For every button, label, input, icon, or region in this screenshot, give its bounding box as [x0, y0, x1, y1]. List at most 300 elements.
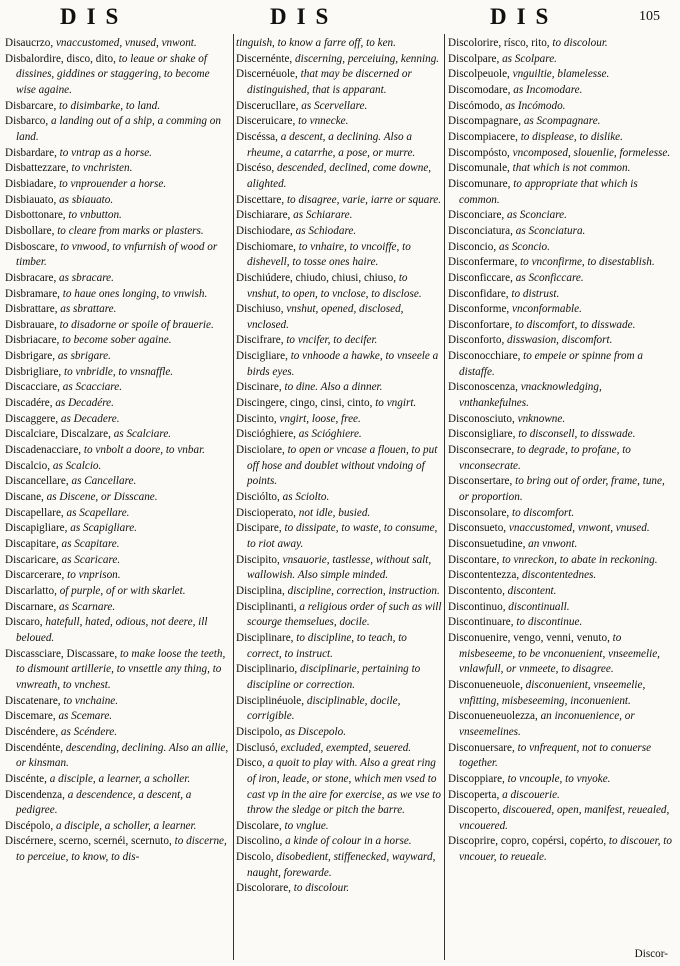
entry-headword: Disbriacare,	[5, 334, 63, 347]
dictionary-entry	[5, 380, 231, 396]
entry-definition: to vnnecke.	[298, 115, 349, 128]
dictionary-entry	[448, 349, 672, 380]
dictionary-entry	[236, 224, 442, 240]
dictionary-entry	[448, 631, 672, 678]
dictionary-entry	[5, 819, 231, 835]
entry-headword: Disconosciuto,	[448, 412, 518, 425]
dictionary-entry	[5, 568, 231, 584]
dictionary-entry	[5, 521, 231, 537]
entry-headword: Disconsigliare,	[448, 428, 519, 441]
entry-headword: Disconsecrare,	[448, 444, 517, 457]
dictionary-entry	[5, 647, 231, 694]
dictionary-entry	[5, 302, 231, 318]
entry-headword: Discifrare,	[236, 334, 287, 347]
dictionary-entry	[236, 819, 442, 835]
entry-definition: to make loose the teeth, to dismount artillerie, to vnsettle any thing, to vnwreath, to vnchest.	[16, 647, 226, 691]
dictionary-entry	[5, 725, 231, 741]
entry-headword: Discadére,	[5, 397, 56, 410]
entry-headword: Discarlatto,	[5, 584, 60, 597]
entry-definition: to vncifer, to decifer.	[286, 334, 378, 347]
entry-definition: to discomfort.	[512, 506, 575, 519]
entry-headword: Disboscare,	[5, 240, 61, 253]
entry-definition: to vnchristen.	[71, 162, 133, 175]
entry-headword: Discerucllare,	[236, 99, 302, 112]
dictionary-entry	[5, 615, 231, 646]
dictionary-entry	[5, 161, 231, 177]
entry-definition: disswasion, discomfort.	[507, 334, 613, 347]
entry-headword: Discaggere,	[5, 412, 61, 425]
entry-definition: as Schiodare.	[295, 224, 357, 237]
entry-headword: Disbracare,	[5, 271, 60, 284]
entry-headword: Discendenza,	[5, 788, 68, 801]
entry-definition: to disconsell, to disswade.	[518, 428, 636, 441]
entry-definition: to haue ones longing, to vnwish.	[62, 287, 208, 300]
entry-definition: as sbiauato.	[59, 193, 114, 206]
entry-headword: Disconsertare,	[448, 475, 516, 488]
entry-headword: Discacciare,	[5, 381, 63, 394]
dictionary-entry	[448, 208, 672, 224]
dictionary-entry	[236, 302, 442, 333]
entry-definition: to vnglue.	[284, 819, 329, 832]
entry-definition: as Scervellare.	[301, 99, 368, 112]
entry-definition: as sbrigare.	[57, 350, 111, 363]
entry-definition: not idle, busied.	[298, 506, 371, 519]
entry-headword: Disbarco,	[5, 115, 51, 128]
entry-headword: Discióghiere,	[236, 428, 299, 441]
entry-headword: Discingere, cingo, cinsi, cinto,	[236, 397, 376, 410]
entry-headword: Disconciare,	[448, 209, 508, 222]
dictionary-entry	[448, 443, 672, 474]
entry-headword: Disbollare,	[5, 224, 58, 237]
entry-definition: as Scióghiere.	[298, 428, 362, 441]
entry-definition: to discipline, to teach, to correct, to instruct.	[247, 631, 407, 660]
dictionary-entry	[5, 553, 231, 569]
dictionary-entry	[5, 396, 231, 412]
entry-headword: Disbiauato,	[5, 193, 60, 206]
entry-definition: to disadorne or spoile of brauerie.	[59, 318, 214, 331]
entry-headword: Disconueneuole,	[448, 678, 526, 691]
entry-definition: to vnprison.	[67, 569, 121, 582]
dictionary-entry	[448, 412, 672, 428]
entry-definition: as Scacciare.	[62, 381, 122, 394]
entry-definition: as Scapellare.	[66, 506, 130, 519]
entry-definition: as Scapigliare.	[70, 522, 137, 535]
dictionary-entry	[236, 834, 442, 850]
entry-definition: disciplinable, docile, corrigible.	[247, 694, 401, 723]
dictionary-entry	[5, 427, 231, 443]
entry-definition: to vnconfirme, to disestablish.	[520, 256, 655, 269]
dictionary-entry	[5, 537, 231, 553]
entry-headword: Disbalordire, disco, dito,	[5, 52, 119, 65]
dictionary-entry	[448, 114, 672, 130]
entry-definition: as Scarnare.	[59, 600, 116, 613]
dictionary-entry	[448, 177, 672, 208]
entry-headword: Discernénte,	[236, 52, 296, 65]
entry-definition: a kinde of colour in a horse.	[285, 835, 412, 848]
dictionary-entry	[448, 788, 672, 804]
dictionary-entry	[448, 506, 672, 522]
dictionary-entry	[5, 412, 231, 428]
entry-definition: of purple, of or with skarlet.	[59, 584, 186, 597]
entry-headword: Discolorare,	[236, 882, 294, 895]
entry-definition: a disciple, a learner, a scholler.	[49, 772, 191, 785]
dictionary-entry	[236, 662, 442, 693]
entry-definition: to disagree, varie, iarre or square.	[286, 193, 442, 206]
entry-headword: Discioperato,	[236, 506, 299, 519]
entry-definition: as Decadere.	[60, 412, 120, 425]
dictionary-entry	[448, 271, 672, 287]
entry-headword: Disconocchiare,	[448, 350, 524, 363]
dictionary-entry	[5, 99, 231, 115]
dictionary-entry	[236, 850, 442, 881]
entry-definition: as Discepolo.	[285, 725, 347, 738]
entry-headword: Discomunare,	[448, 177, 514, 190]
dictionary-entry	[236, 427, 442, 443]
entry-definition: as Sconcio.	[498, 240, 550, 253]
column-rule-right	[444, 34, 445, 960]
dictionary-entry	[236, 208, 442, 224]
column-rule-left	[233, 34, 234, 960]
entry-definition: vngirt, loose, free.	[279, 412, 361, 425]
entry-definition: to empeie or spinne from a distaffe.	[459, 350, 644, 378]
entry-definition: to vnchaine.	[63, 694, 119, 707]
dictionary-entry	[236, 161, 442, 192]
dictionary-entry	[448, 36, 672, 52]
entry-headword: Disbrigliare,	[5, 365, 65, 378]
entry-definition: discouered, open, manifest, reuealed, vncouered.	[459, 804, 670, 832]
entry-headword: Discipito,	[236, 553, 283, 566]
entry-headword: Disconuersare,	[448, 741, 518, 754]
entry-definition: as Sciolto.	[282, 491, 330, 504]
entry-headword: Discolo,	[236, 851, 277, 864]
entry-definition: vnknowne.	[517, 412, 566, 425]
entry-definition: as Scalciare.	[113, 428, 172, 441]
entry-definition: a descent, a declining. Also a rheume, a catarrhe, a pose, or murre.	[247, 130, 416, 159]
dictionary-entry	[236, 694, 442, 725]
entry-headword: Discarcerare,	[5, 569, 68, 582]
entry-headword: Discolpeuole,	[448, 68, 513, 81]
entry-definition: to discomfort, to disswade.	[515, 318, 636, 331]
entry-headword: Disbardare,	[5, 146, 60, 159]
entry-headword: Discalciare, Discalzare,	[5, 428, 114, 441]
entry-definition: to vntrap as a horse.	[59, 146, 152, 159]
entry-definition: a descendence, a descent, a pedigree.	[16, 788, 192, 817]
dictionary-entry	[5, 772, 231, 788]
entry-headword: Discarnare,	[5, 600, 60, 613]
header-center-word: DIS	[270, 4, 339, 29]
page-number: 105	[639, 9, 660, 24]
dictionary-entry	[448, 772, 672, 788]
entry-headword: Disaucrzo,	[5, 37, 56, 49]
entry-definition: to disimbarke, to land.	[59, 99, 161, 112]
entry-headword: Discéssa,	[236, 130, 281, 143]
entry-headword: Disclusó,	[236, 741, 281, 754]
entry-headword: Discomodare,	[448, 83, 514, 96]
entry-definition: as Discene, or Disscane.	[46, 491, 158, 504]
entry-headword: Discadenacciare,	[5, 444, 84, 457]
dictionary-entry	[448, 287, 672, 303]
dictionary-entry	[5, 333, 231, 349]
entry-definition: as Scéndere.	[60, 725, 118, 738]
entry-definition: discontent.	[507, 584, 557, 597]
entry-headword: Disconforto,	[448, 334, 508, 347]
entry-definition: an inconuenience, or vnseemelines.	[459, 710, 635, 738]
dictionary-entry	[5, 600, 231, 616]
dictionary-entry	[5, 146, 231, 162]
entry-headword: Discomunale,	[448, 162, 513, 175]
entry-headword: Discaro,	[5, 616, 46, 629]
entry-headword: Disconcio,	[448, 240, 499, 253]
dictionary-entry	[236, 99, 442, 115]
entry-headword: Discontinuo,	[448, 600, 509, 613]
entry-headword: Discérnere, scerno, scernéi, scernuto,	[5, 835, 175, 848]
entry-definition: to vnbridle, to vnsnaffle.	[64, 365, 174, 378]
dictionary-entry	[236, 349, 442, 380]
dictionary-entry	[5, 177, 231, 193]
entry-definition: vnconformable.	[512, 303, 582, 316]
entry-definition: disobedient, stiffenecked, wayward, naught, forewarde.	[247, 851, 436, 879]
dictionary-entry	[236, 36, 442, 52]
entry-definition: to appropriate that which is common.	[459, 177, 638, 206]
entry-headword: Dischiúdere, chiudo, chiusi, chiuso,	[236, 271, 399, 284]
dictionary-entry	[5, 506, 231, 522]
dictionary-entry	[448, 318, 672, 334]
dictionary-entry	[5, 709, 231, 725]
entry-definition: disciplinarie, pertaining to discipline or correction.	[247, 663, 421, 691]
entry-headword: Disconforme,	[448, 303, 513, 316]
entry-definition: to discouer, to vncouer, to reueale.	[459, 835, 672, 864]
entry-definition: that which is not common.	[512, 162, 631, 175]
entry-headword: Discapigliare,	[5, 522, 71, 535]
dictionary-entry	[448, 67, 672, 83]
entry-headword: Discernéuole,	[236, 68, 301, 81]
dictionary-entry	[5, 741, 231, 772]
dictionary-entry	[236, 584, 442, 600]
entry-headword: Discénte,	[5, 772, 50, 785]
entry-definition: to dissipate, to waste, to consume, to riot away.	[247, 522, 438, 550]
entry-definition: excluded, exempted, seuered.	[280, 741, 412, 754]
entry-headword: Disconoscenza,	[448, 381, 521, 394]
entry-definition: hatefull, hated, odious, not deere, ill beloued.	[16, 616, 208, 644]
entry-headword: Discane,	[5, 491, 47, 504]
entry-definition: to become sober againe.	[62, 334, 172, 347]
entry-definition: to misbeseeme, to be vnconuenient, vnseemelie, vnlawfull, or vnmeete, to disagree.	[459, 631, 660, 676]
entry-headword: Disciplinario,	[236, 663, 301, 676]
entry-definition: a disciple, a scholler, a learner.	[55, 819, 197, 832]
entry-definition: to leaue or shake of dissines, giddines or staggering, to become wise againe.	[16, 52, 210, 96]
entry-definition: a landing out of a ship, a comming on land.	[16, 115, 221, 143]
entry-definition: descending, declining. Also an allie, or kinsman.	[16, 741, 229, 770]
entry-headword: Discéso,	[236, 162, 278, 175]
entry-definition: as Schiarare.	[293, 209, 353, 222]
entry-headword: Discómodo,	[448, 99, 506, 112]
entry-definition: to vnshut, to open, to vnclose, to disclose.	[247, 271, 422, 300]
dictionary-entry	[236, 443, 442, 490]
dictionary-entry	[5, 349, 231, 365]
dictionary-entry	[5, 52, 231, 99]
dictionary-entry	[448, 553, 672, 569]
entry-definition: to vngirt.	[375, 397, 417, 410]
dictionary-entry	[5, 114, 231, 145]
dictionary-entry	[5, 443, 231, 459]
dictionary-entry	[236, 490, 442, 506]
entry-definition: discontinuall.	[508, 600, 570, 613]
entry-headword: Discapitare,	[5, 538, 62, 550]
column-1	[5, 36, 231, 941]
entry-definition: descended, declined, come downe, alighted.	[247, 162, 432, 190]
entry-definition: as Sconciare.	[507, 209, 567, 222]
entry-headword: Discinare,	[236, 381, 285, 394]
entry-headword: Discendénte,	[5, 741, 66, 754]
entry-headword: Disbrauare,	[5, 318, 60, 331]
dictionary-entry	[448, 537, 672, 553]
entry-definition: to discolour.	[552, 37, 608, 49]
dictionary-entry	[448, 83, 672, 99]
entry-definition: to vnfrequent, not to conuerse together.	[459, 741, 652, 770]
dictionary-entry	[448, 427, 672, 443]
entry-definition: a discouerie.	[502, 788, 560, 801]
entry-headword: Disconuenire, vengo, venni, venuto,	[448, 631, 613, 644]
dictionary-entry	[5, 318, 231, 334]
entry-headword: Discontare,	[448, 553, 503, 566]
dictionary-entry	[448, 803, 672, 834]
dictionary-entry	[236, 130, 442, 161]
entry-headword: Disciplinare,	[236, 631, 297, 644]
entry-definition: vnaccustomed, vnused, vnwont.	[55, 37, 197, 49]
entry-definition: vnaccustomed, vnwont, vnused.	[508, 522, 650, 535]
dictionary-entry	[5, 240, 231, 271]
dictionary-entry	[5, 224, 231, 240]
entry-headword: Discatenare,	[5, 694, 64, 707]
entry-headword: Disconueneuolezza,	[448, 710, 541, 723]
entry-definition: as Cancellare.	[71, 475, 137, 488]
entry-definition: discontentednes.	[521, 569, 597, 582]
entry-headword: Disceruicare,	[236, 115, 299, 128]
dictionary-entry	[236, 67, 442, 98]
entry-definition: as Sconficcare.	[515, 271, 584, 284]
dictionary-entry	[448, 568, 672, 584]
dictionary-entry	[236, 725, 442, 741]
dictionary-entry	[236, 741, 442, 757]
entry-definition: as sbracare.	[59, 271, 114, 284]
entry-definition: to vnbolt a doore, to vnbar.	[83, 444, 205, 457]
dictionary-entry	[448, 615, 672, 631]
entry-definition: as Incómodo.	[505, 99, 566, 112]
dictionary-entry	[236, 521, 442, 552]
entry-headword: Discompósto,	[448, 146, 513, 159]
entry-headword: Discalcio,	[5, 459, 53, 472]
entry-headword: Discipolo,	[236, 725, 286, 738]
dictionary-entry	[448, 146, 672, 162]
entry-headword: Discemare,	[5, 710, 59, 723]
dictionary-entry	[5, 193, 231, 209]
entry-headword: Discolpare,	[448, 52, 503, 65]
entry-definition: to vnbutton.	[68, 209, 122, 222]
entry-definition: as Scalcio.	[52, 459, 102, 472]
entry-definition: to discontinue.	[516, 616, 583, 629]
entry-headword: Disciolare,	[236, 444, 288, 457]
entry-headword: Disciplinanti,	[236, 600, 300, 613]
entry-headword: Discapellare,	[5, 506, 67, 519]
entry-definition: as Scolpare.	[502, 52, 557, 65]
dictionary-entry	[448, 130, 672, 146]
dictionary-entry	[448, 255, 672, 271]
entry-definition: to bring out of order, frame, tune, or proportion.	[459, 475, 665, 504]
entry-headword: Discompagnare,	[448, 115, 524, 128]
entry-definition: to distrust.	[511, 287, 560, 300]
entry-headword: Discolare,	[236, 819, 285, 832]
entry-definition: to displease, to dislike.	[520, 130, 623, 143]
dictionary-entry	[448, 678, 672, 709]
entry-definition: vnguiltie, blamelesse.	[512, 68, 610, 81]
dictionary-entry	[5, 271, 231, 287]
dictionary-entry	[448, 52, 672, 68]
dictionary-entry	[5, 490, 231, 506]
entry-definition: to open or vncase a flouen, to put off hose and doublet without vndoing of points.	[247, 444, 438, 488]
entry-headword: Discéndere,	[5, 725, 61, 738]
entry-definition: a religious order of such as will scourge themselues, docile.	[247, 600, 442, 629]
dictionary-entry	[448, 600, 672, 616]
entry-definition: to discerne, to perceiue, to know, to dis-	[16, 835, 227, 864]
entry-definition: that may be discerned or distinguished, that is apparant.	[247, 68, 412, 96]
entry-definition: disconuenient, vnseemelie, vnfitting, misbeseeming, inconuenient.	[459, 678, 646, 707]
entry-definition: to dine. Also a dinner.	[284, 381, 383, 394]
dictionary-entry	[448, 584, 672, 600]
entry-headword: Disconsuetudine,	[448, 538, 529, 550]
entry-definition: as Scaricare.	[61, 553, 121, 566]
entry-headword: Discigliare,	[236, 350, 291, 363]
entry-definition: as sbrattare.	[60, 303, 117, 316]
dictionary-entry	[5, 694, 231, 710]
dictionary-entry	[236, 756, 442, 819]
dictionary-entry	[236, 240, 442, 271]
entry-headword: Discontentezza,	[448, 569, 522, 582]
dictionary-entry	[448, 474, 672, 505]
entry-definition: discipline, correction, instruction.	[287, 584, 440, 597]
dictionary-entry	[5, 788, 231, 819]
entry-headword: Discoperto,	[448, 804, 503, 817]
entry-definition: vncomposed, slouenlie, formelesse.	[512, 146, 671, 159]
entry-headword: Dischiomare,	[236, 240, 299, 253]
dictionary-entry	[236, 396, 442, 412]
dictionary-entry	[5, 459, 231, 475]
dictionary-entry	[236, 881, 442, 897]
entry-definition: to vnprouender a horse.	[59, 177, 167, 190]
dictionary-entry	[236, 553, 442, 584]
column-3	[448, 36, 672, 941]
entry-headword: Dischiuso,	[236, 303, 287, 316]
entry-headword: Discolino,	[236, 835, 286, 848]
entry-headword: Discépolo,	[5, 819, 56, 832]
dictionary-entry	[448, 709, 672, 740]
dictionary-entry	[448, 302, 672, 318]
entry-headword: Disbottonare,	[5, 209, 69, 222]
entry-headword: Discontento,	[448, 584, 508, 597]
entry-headword: Disbrattare,	[5, 303, 61, 316]
entry-headword: Disbrigare,	[5, 350, 58, 363]
entry-headword: Disconficcare,	[448, 271, 516, 284]
dictionary-entry	[448, 333, 672, 349]
dictionary-entry	[236, 506, 442, 522]
entry-headword: Disco,	[236, 757, 268, 770]
dictionary-entry	[236, 52, 442, 68]
entry-definition: as Decadére.	[55, 397, 114, 410]
dictionary-entry	[236, 193, 442, 209]
entry-headword: Discoprire, copro, copérsi, copérto,	[448, 835, 609, 848]
dictionary-entry	[448, 161, 672, 177]
dictionary-entry	[448, 834, 672, 865]
entry-headword: Discolorire, rísco, rito,	[448, 37, 553, 49]
